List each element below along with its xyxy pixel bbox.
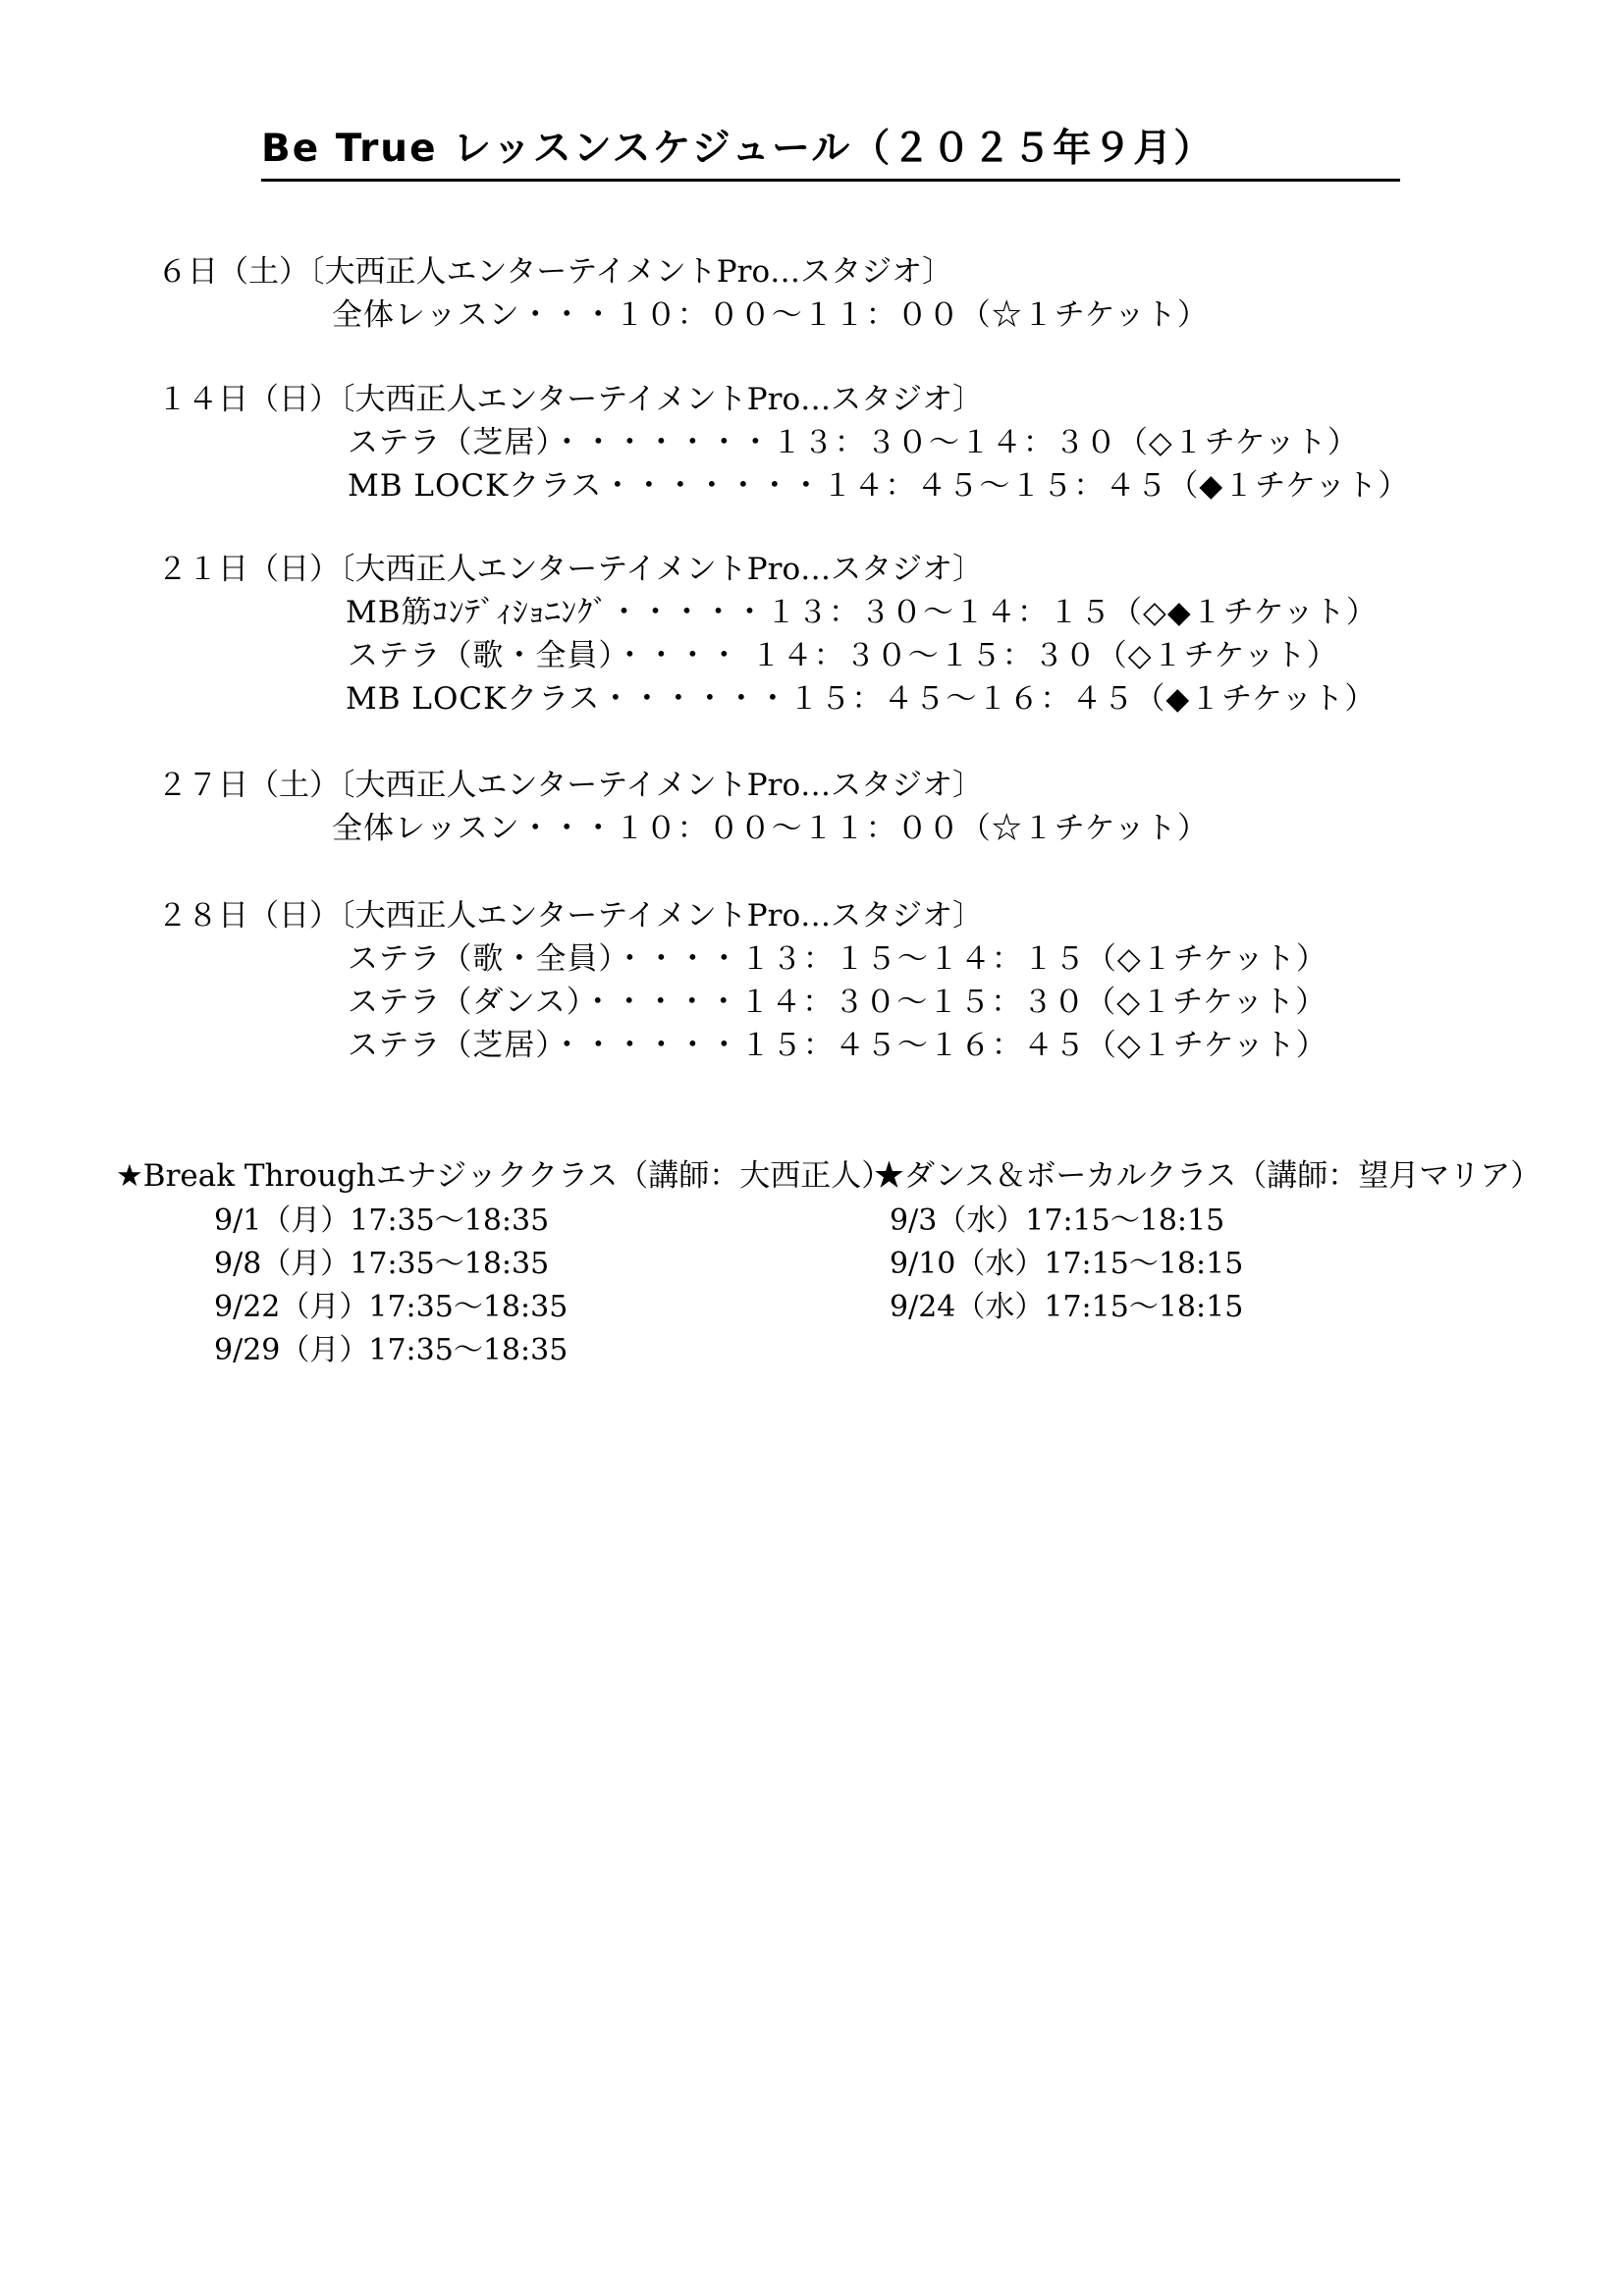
lesson-row: 全体レッスン・・・１０：００～１１：００（☆１チケット）	[332, 297, 1209, 333]
schedule-day-heading: ２７日（土）〔大西正人エンターテイメントPro…スタジオ〕	[157, 768, 984, 803]
lesson-row: ステラ（ダンス）・・・・・１４：３０～１５：３０（◇１チケット）	[348, 985, 1327, 1020]
class-date-item: 9/24（水）17:15～18:15	[890, 1290, 1244, 1324]
schedule-day-heading: １４日（日）〔大西正人エンターテイメントPro…スタジオ〕	[157, 382, 984, 417]
class-date-item: 9/1（月）17:35～18:35	[214, 1203, 550, 1238]
lesson-row: MB LOCKクラス・・・・・・・１４：４５～１５：４５（◆１チケット）	[348, 468, 1410, 504]
class-date-item: 9/22（月）17:35～18:35	[214, 1290, 568, 1324]
dance-vocal-class-heading: ★ダンス＆ボーカルクラス（講師：望月マリア）	[874, 1158, 1542, 1194]
schedule-day-heading: ２１日（日）〔大西正人エンターテイメントPro…スタジオ〕	[157, 552, 984, 587]
lesson-row: MB筋ｺﾝﾃﾞｨｼｮﾆﾝｸﾞ・・・・・１３：３０～１４：１５（◇◆１チケット）	[346, 595, 1378, 630]
schedule-day-heading: ６日（土）〔大西正人エンターテイメントPro…スタジオ〕	[157, 254, 953, 290]
lesson-row: ステラ（芝居）・・・・・・１５：４５～１６：４５（◇１チケット）	[348, 1028, 1327, 1063]
energetic-class-heading: ★Break Throughエナジッククラス（講師：大西正人）	[116, 1158, 893, 1194]
page-title: Be True レッスンスケジュール（２０２５年９月）	[261, 127, 1215, 171]
class-date-item: 9/29（月）17:35～18:35	[214, 1333, 568, 1367]
lesson-row: ステラ（歌・全員）・・・・１３：１５～１４：１５（◇１チケット）	[348, 941, 1327, 977]
class-date-item: 9/10（水）17:15～18:15	[890, 1247, 1244, 1281]
lesson-row: 全体レッスン・・・１０：００～１１：００（☆１チケット）	[332, 811, 1209, 846]
class-date-item: 9/3（水）17:15～18:15	[890, 1203, 1225, 1238]
lesson-row: ステラ（芝居）・・・・・・・１３：３０～１４：３０（◇１チケット）	[348, 425, 1359, 460]
class-date-item: 9/8（月）17:35～18:35	[214, 1247, 550, 1281]
schedule-day-heading: ２８日（日）〔大西正人エンターテイメントPro…スタジオ〕	[157, 898, 984, 934]
lesson-row: ステラ（歌・全員）・・・・ １４：３０～１５：３０（◇１チケット）	[348, 638, 1338, 673]
lesson-row: MB LOCKクラス・・・・・・１５：４５～１６：４５（◆１チケット）	[346, 681, 1377, 717]
title-underline	[261, 179, 1400, 182]
